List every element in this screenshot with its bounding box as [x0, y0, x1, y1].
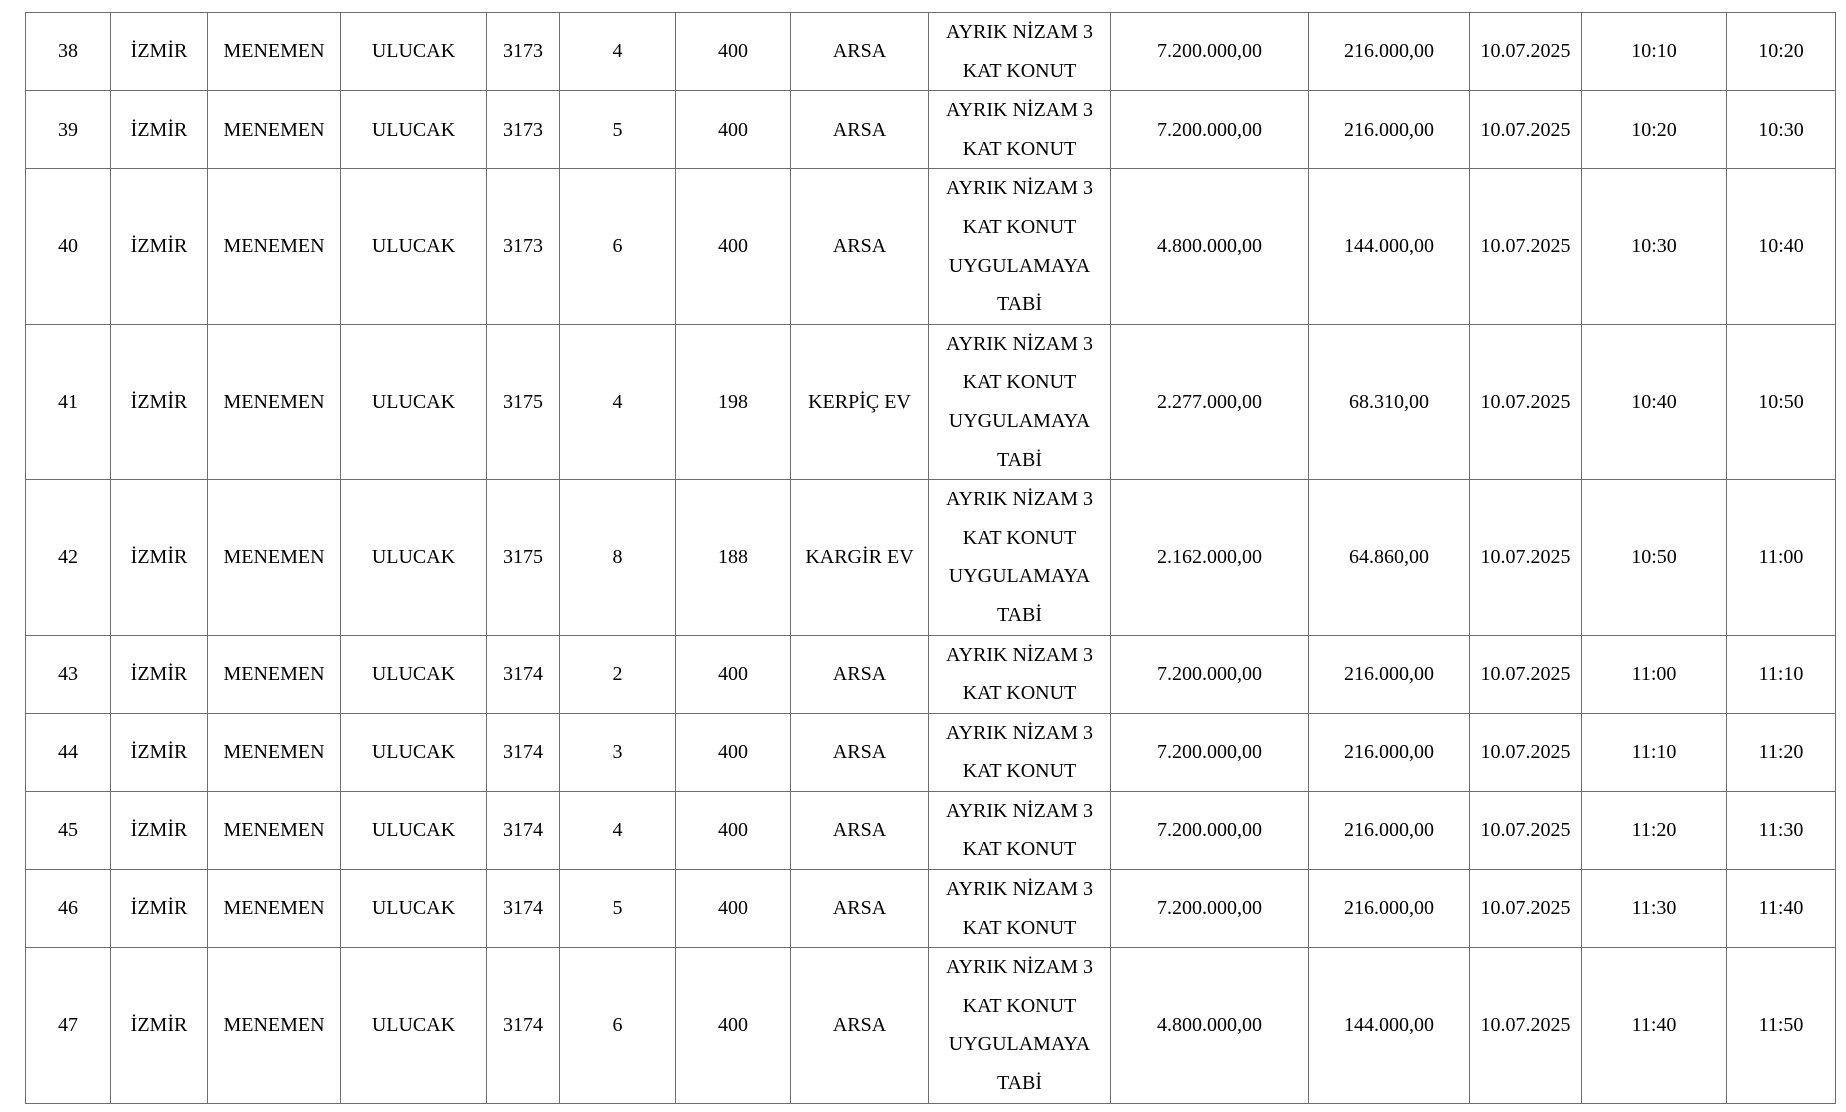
cell-ilce: MENEMEN — [208, 169, 341, 324]
cell-sira-no: 42 — [26, 480, 111, 635]
cell-ihale-tarihi: 10.07.2025 — [1470, 791, 1582, 869]
table-row — [26, 324, 1836, 479]
cell-bitis-saati: 10:50 — [1727, 324, 1836, 479]
cell-baslangic-saati: 11:40 — [1582, 948, 1727, 1103]
cell-baslangic-saati: 10:40 — [1582, 324, 1727, 479]
cell-ilce: MENEMEN — [208, 635, 341, 713]
cell-teminat: 144.000,00 — [1309, 948, 1470, 1103]
cell-ilce: MENEMEN — [208, 713, 341, 791]
cell-imar-durumu: AYRIK NİZAM 3 KAT KONUT — [929, 91, 1111, 169]
cell-il: İZMİR — [111, 324, 208, 479]
cell-mahalle: ULUCAK — [341, 324, 487, 479]
cell-alan: 198 — [676, 324, 791, 479]
cell-muhammen-bedel: 7.200.000,00 — [1111, 91, 1309, 169]
cell-bitis-saati: 10:40 — [1727, 169, 1836, 324]
cell-baslangic-saati: 10:20 — [1582, 91, 1727, 169]
table-row — [26, 635, 1836, 713]
cell-mahalle: ULUCAK — [341, 169, 487, 324]
cell-sira-no: 46 — [26, 870, 111, 948]
cell-bitis-saati: 11:10 — [1727, 635, 1836, 713]
cell-ilce: MENEMEN — [208, 480, 341, 635]
cell-mahalle: ULUCAK — [341, 713, 487, 791]
cell-ada: 3174 — [487, 870, 560, 948]
cell-parsel: 8 — [560, 480, 676, 635]
cell-imar-durumu: AYRIK NİZAM 3 KAT KONUT — [929, 791, 1111, 869]
auction-table — [25, 12, 1836, 1104]
cell-nitelik: KARGİR EV — [791, 480, 929, 635]
cell-ada: 3173 — [487, 91, 560, 169]
cell-alan: 400 — [676, 635, 791, 713]
cell-teminat: 216.000,00 — [1309, 791, 1470, 869]
cell-ada: 3173 — [487, 13, 560, 91]
cell-muhammen-bedel: 7.200.000,00 — [1111, 791, 1309, 869]
cell-nitelik: KERPİÇ EV — [791, 324, 929, 479]
cell-sira-no: 39 — [26, 91, 111, 169]
cell-sira-no: 47 — [26, 948, 111, 1103]
cell-muhammen-bedel: 7.200.000,00 — [1111, 635, 1309, 713]
cell-sira-no: 40 — [26, 169, 111, 324]
cell-parsel: 4 — [560, 13, 676, 91]
table-row — [26, 480, 1836, 635]
cell-nitelik: ARSA — [791, 713, 929, 791]
cell-muhammen-bedel: 7.200.000,00 — [1111, 870, 1309, 948]
table-row — [26, 713, 1836, 791]
cell-mahalle: ULUCAK — [341, 870, 487, 948]
cell-ilce: MENEMEN — [208, 948, 341, 1103]
cell-il: İZMİR — [111, 91, 208, 169]
cell-il: İZMİR — [111, 870, 208, 948]
table-row — [26, 13, 1836, 91]
cell-teminat: 216.000,00 — [1309, 713, 1470, 791]
cell-ihale-tarihi: 10.07.2025 — [1470, 948, 1582, 1103]
cell-ada: 3174 — [487, 948, 560, 1103]
cell-alan: 400 — [676, 948, 791, 1103]
cell-baslangic-saati: 11:30 — [1582, 870, 1727, 948]
cell-nitelik: ARSA — [791, 791, 929, 869]
cell-teminat: 216.000,00 — [1309, 870, 1470, 948]
cell-alan: 188 — [676, 480, 791, 635]
table-row — [26, 870, 1836, 948]
cell-teminat: 216.000,00 — [1309, 91, 1470, 169]
cell-ada: 3175 — [487, 324, 560, 479]
cell-muhammen-bedel: 7.200.000,00 — [1111, 13, 1309, 91]
cell-alan: 400 — [676, 713, 791, 791]
cell-ada: 3174 — [487, 635, 560, 713]
cell-sira-no: 38 — [26, 13, 111, 91]
cell-muhammen-bedel: 2.162.000,00 — [1111, 480, 1309, 635]
cell-muhammen-bedel: 2.277.000,00 — [1111, 324, 1309, 479]
cell-bitis-saati: 11:20 — [1727, 713, 1836, 791]
cell-sira-no: 41 — [26, 324, 111, 479]
cell-parsel: 2 — [560, 635, 676, 713]
cell-mahalle: ULUCAK — [341, 13, 487, 91]
cell-imar-durumu: AYRIK NİZAM 3 KAT KONUT UYGULAMAYA TABİ — [929, 480, 1111, 635]
cell-teminat: 216.000,00 — [1309, 635, 1470, 713]
cell-il: İZMİR — [111, 13, 208, 91]
cell-parsel: 4 — [560, 791, 676, 869]
cell-il: İZMİR — [111, 713, 208, 791]
cell-ilce: MENEMEN — [208, 791, 341, 869]
cell-nitelik: ARSA — [791, 169, 929, 324]
table-row — [26, 948, 1836, 1103]
cell-ihale-tarihi: 10.07.2025 — [1470, 169, 1582, 324]
cell-imar-durumu: AYRIK NİZAM 3 KAT KONUT — [929, 635, 1111, 713]
cell-bitis-saati: 11:00 — [1727, 480, 1836, 635]
cell-imar-durumu: AYRIK NİZAM 3 KAT KONUT UYGULAMAYA TABİ — [929, 324, 1111, 479]
cell-bitis-saati: 11:40 — [1727, 870, 1836, 948]
cell-muhammen-bedel: 4.800.000,00 — [1111, 169, 1309, 324]
cell-imar-durumu: AYRIK NİZAM 3 KAT KONUT — [929, 713, 1111, 791]
cell-parsel: 3 — [560, 713, 676, 791]
cell-sira-no: 43 — [26, 635, 111, 713]
cell-sira-no: 45 — [26, 791, 111, 869]
cell-parsel: 4 — [560, 324, 676, 479]
cell-ada: 3174 — [487, 713, 560, 791]
cell-teminat: 68.310,00 — [1309, 324, 1470, 479]
cell-imar-durumu: AYRIK NİZAM 3 KAT KONUT — [929, 13, 1111, 91]
table-row — [26, 169, 1836, 324]
cell-baslangic-saati: 11:00 — [1582, 635, 1727, 713]
cell-alan: 400 — [676, 169, 791, 324]
cell-baslangic-saati: 10:50 — [1582, 480, 1727, 635]
cell-imar-durumu: AYRIK NİZAM 3 KAT KONUT UYGULAMAYA TABİ — [929, 948, 1111, 1103]
cell-ihale-tarihi: 10.07.2025 — [1470, 480, 1582, 635]
cell-mahalle: ULUCAK — [341, 791, 487, 869]
cell-ilce: MENEMEN — [208, 91, 341, 169]
cell-il: İZMİR — [111, 169, 208, 324]
cell-sira-no: 44 — [26, 713, 111, 791]
cell-ada: 3174 — [487, 791, 560, 869]
cell-mahalle: ULUCAK — [341, 480, 487, 635]
cell-ada: 3173 — [487, 169, 560, 324]
cell-teminat: 216.000,00 — [1309, 13, 1470, 91]
cell-imar-durumu: AYRIK NİZAM 3 KAT KONUT — [929, 870, 1111, 948]
cell-il: İZMİR — [111, 635, 208, 713]
cell-baslangic-saati: 10:30 — [1582, 169, 1727, 324]
cell-mahalle: ULUCAK — [341, 91, 487, 169]
cell-alan: 400 — [676, 791, 791, 869]
cell-nitelik: ARSA — [791, 91, 929, 169]
cell-parsel: 6 — [560, 169, 676, 324]
cell-ihale-tarihi: 10.07.2025 — [1470, 324, 1582, 479]
cell-imar-durumu: AYRIK NİZAM 3 KAT KONUT UYGULAMAYA TABİ — [929, 169, 1111, 324]
cell-parsel: 5 — [560, 91, 676, 169]
cell-ilce: MENEMEN — [208, 324, 341, 479]
cell-alan: 400 — [676, 91, 791, 169]
cell-alan: 400 — [676, 13, 791, 91]
cell-il: İZMİR — [111, 791, 208, 869]
cell-ihale-tarihi: 10.07.2025 — [1470, 91, 1582, 169]
cell-baslangic-saati: 11:10 — [1582, 713, 1727, 791]
cell-ihale-tarihi: 10.07.2025 — [1470, 713, 1582, 791]
cell-alan: 400 — [676, 870, 791, 948]
cell-il: İZMİR — [111, 948, 208, 1103]
cell-muhammen-bedel: 7.200.000,00 — [1111, 713, 1309, 791]
cell-parsel: 6 — [560, 948, 676, 1103]
cell-mahalle: ULUCAK — [341, 948, 487, 1103]
cell-teminat: 144.000,00 — [1309, 169, 1470, 324]
cell-ada: 3175 — [487, 480, 560, 635]
cell-bitis-saati: 11:50 — [1727, 948, 1836, 1103]
cell-muhammen-bedel: 4.800.000,00 — [1111, 948, 1309, 1103]
cell-nitelik: ARSA — [791, 870, 929, 948]
cell-mahalle: ULUCAK — [341, 635, 487, 713]
table-row — [26, 791, 1836, 869]
cell-ilce: MENEMEN — [208, 13, 341, 91]
cell-ilce: MENEMEN — [208, 870, 341, 948]
cell-bitis-saati: 10:30 — [1727, 91, 1836, 169]
cell-ihale-tarihi: 10.07.2025 — [1470, 870, 1582, 948]
table-row — [26, 91, 1836, 169]
cell-nitelik: ARSA — [791, 635, 929, 713]
cell-nitelik: ARSA — [791, 13, 929, 91]
cell-ihale-tarihi: 10.07.2025 — [1470, 13, 1582, 91]
cell-baslangic-saati: 10:10 — [1582, 13, 1727, 91]
cell-bitis-saati: 11:30 — [1727, 791, 1836, 869]
cell-parsel: 5 — [560, 870, 676, 948]
cell-teminat: 64.860,00 — [1309, 480, 1470, 635]
cell-ihale-tarihi: 10.07.2025 — [1470, 635, 1582, 713]
cell-il: İZMİR — [111, 480, 208, 635]
cell-bitis-saati: 10:20 — [1727, 13, 1836, 91]
cell-nitelik: ARSA — [791, 948, 929, 1103]
table-body — [26, 13, 1836, 1104]
cell-baslangic-saati: 11:20 — [1582, 791, 1727, 869]
